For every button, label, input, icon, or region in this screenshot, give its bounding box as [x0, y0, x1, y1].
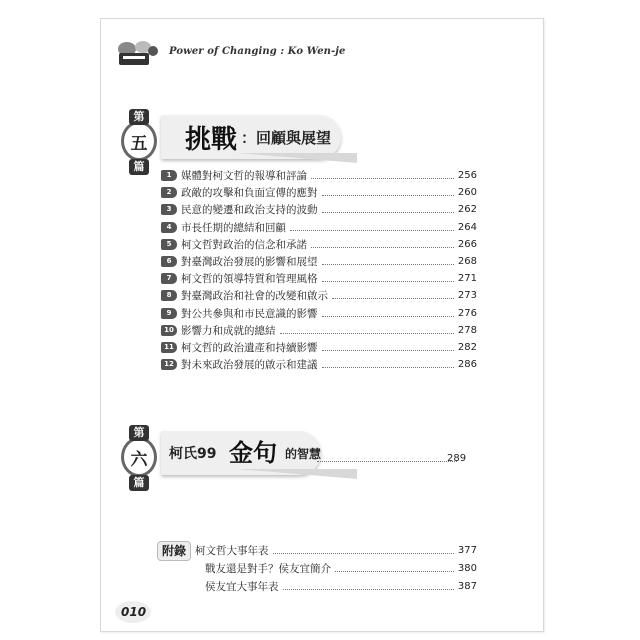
chapter-6-page: 289 [447, 453, 467, 464]
leader-dots [311, 247, 454, 248]
appendix-list [195, 541, 477, 595]
leader-dots [335, 571, 454, 572]
appendix-label: 附錄 [157, 541, 191, 561]
badge-top: 第 [129, 425, 149, 441]
toc-title: 柯文哲的領導特質和管理風格 [181, 273, 318, 286]
leader-dots [322, 367, 454, 368]
appendix-row[interactable] [195, 577, 477, 595]
leader-dots [283, 589, 454, 590]
toc-title: 對臺灣政治發展的影響和展望 [181, 256, 318, 269]
book-page [100, 18, 544, 632]
section-number-badge: 4 [161, 222, 177, 233]
chapter-badge [117, 107, 161, 179]
toc-title: 民意的變遷和政治支持的波動 [181, 204, 318, 217]
toc-row[interactable] [161, 305, 477, 322]
toc-page: 282 [457, 341, 477, 353]
leader-dots [317, 461, 457, 462]
toc-title: 柯文哲對政治的信念和承諾 [181, 238, 307, 251]
toc-page: 260 [457, 187, 477, 199]
leader-dots [322, 316, 454, 317]
toc-title: 對臺灣政治和社會的改變和啟示 [181, 290, 328, 303]
toc-page: 264 [457, 221, 477, 233]
toc-row[interactable] [161, 201, 477, 218]
section-number-badge: 10 [161, 325, 177, 336]
toc-row[interactable] [161, 356, 477, 373]
toc-title: 對未來政治發展的啟示和建議 [181, 359, 318, 372]
leader-dots [322, 195, 454, 196]
toc-page: 276 [457, 307, 477, 319]
toc-title: 市長任期的總結和回顧 [181, 221, 286, 234]
appendix-row[interactable] [195, 559, 477, 577]
toc-page: 256 [457, 170, 477, 182]
ribbon-tail [237, 469, 357, 479]
toc-row[interactable] [161, 167, 477, 184]
chapter-title-sub: ：回顧與展望 [241, 129, 332, 147]
section-number-badge: 6 [161, 256, 177, 267]
toc-row[interactable] [161, 184, 477, 201]
leader-dots [273, 553, 454, 554]
leader-dots [322, 350, 454, 351]
leader-dots [322, 212, 454, 213]
toc-page: 278 [457, 324, 477, 336]
toc-title: 政敵的攻擊和負面宣傳的應對 [181, 187, 318, 200]
section-number-badge: 7 [161, 273, 177, 284]
appendix-title: 柯文哲大事年表 [195, 544, 269, 557]
toc-list [161, 167, 477, 373]
page-number [115, 601, 149, 623]
badge-bottom: 篇 [129, 475, 149, 491]
toc-page: 273 [457, 290, 477, 302]
leader-dots [332, 298, 454, 299]
toc-title: 對公共參與和市民意識的影響 [181, 307, 318, 320]
section-number-badge: 3 [161, 204, 177, 215]
section-number-badge: 11 [161, 342, 177, 353]
badge-top: 第 [129, 109, 149, 125]
toc-title: 柯文哲的政治遺產和持續影響 [181, 341, 318, 354]
toc-title: 媒體對柯文哲的報導和評論 [181, 170, 307, 183]
ballot-box-icon [113, 39, 161, 67]
appendix-title: 侯友宜大事年表 [205, 580, 279, 593]
leader-dots [290, 230, 454, 231]
section-number-badge: 9 [161, 308, 177, 319]
header-title: Power of Changing : Ko Wen-je [169, 46, 346, 57]
toc-row[interactable] [161, 322, 477, 339]
chapter-title-main: 金句 [229, 438, 277, 467]
toc-row[interactable] [161, 339, 477, 356]
toc-page: 271 [457, 273, 477, 285]
toc-row[interactable] [161, 219, 477, 236]
badge-number: 六 [130, 450, 148, 470]
appendix-page: 380 [457, 562, 477, 574]
appendix-page: 377 [457, 544, 477, 556]
section-number-badge: 1 [161, 170, 177, 181]
leader-dots [322, 264, 454, 265]
toc-title: 影響力和成就的總結 [181, 324, 276, 337]
toc-row[interactable] [161, 270, 477, 287]
chapter-badge [117, 423, 161, 495]
appendix-title: 戰友還是對手？侯友宜簡介 [205, 562, 331, 575]
badge-bottom: 篇 [129, 159, 149, 175]
section-number-badge: 5 [161, 239, 177, 250]
chapter-6-banner[interactable] [117, 423, 487, 495]
toc-row[interactable] [161, 253, 477, 270]
leader-dots [311, 178, 454, 179]
badge-number: 五 [130, 134, 148, 154]
toc-page: 286 [457, 359, 477, 371]
running-header [113, 39, 493, 67]
toc-page: 262 [457, 204, 477, 216]
section-number-badge: 8 [161, 290, 177, 301]
toc-row[interactable] [161, 287, 477, 304]
appendix-row[interactable] [195, 541, 477, 559]
chapter-title-main: 挑戰 [185, 125, 238, 155]
section-number-badge: 2 [161, 187, 177, 198]
section-number-badge: 12 [161, 359, 177, 370]
chapter-title-prefix: 柯氏99 [169, 446, 217, 462]
toc-row[interactable] [161, 236, 477, 253]
toc-page: 266 [457, 238, 477, 250]
page-number-text: 010 [121, 605, 147, 619]
leader-dots [280, 333, 454, 334]
ribbon-tail [237, 153, 357, 163]
toc-page: 268 [457, 256, 477, 268]
leader-dots [322, 281, 454, 282]
appendix-page: 387 [457, 580, 477, 592]
chapter-title-suffix: 的智慧 [285, 447, 322, 461]
